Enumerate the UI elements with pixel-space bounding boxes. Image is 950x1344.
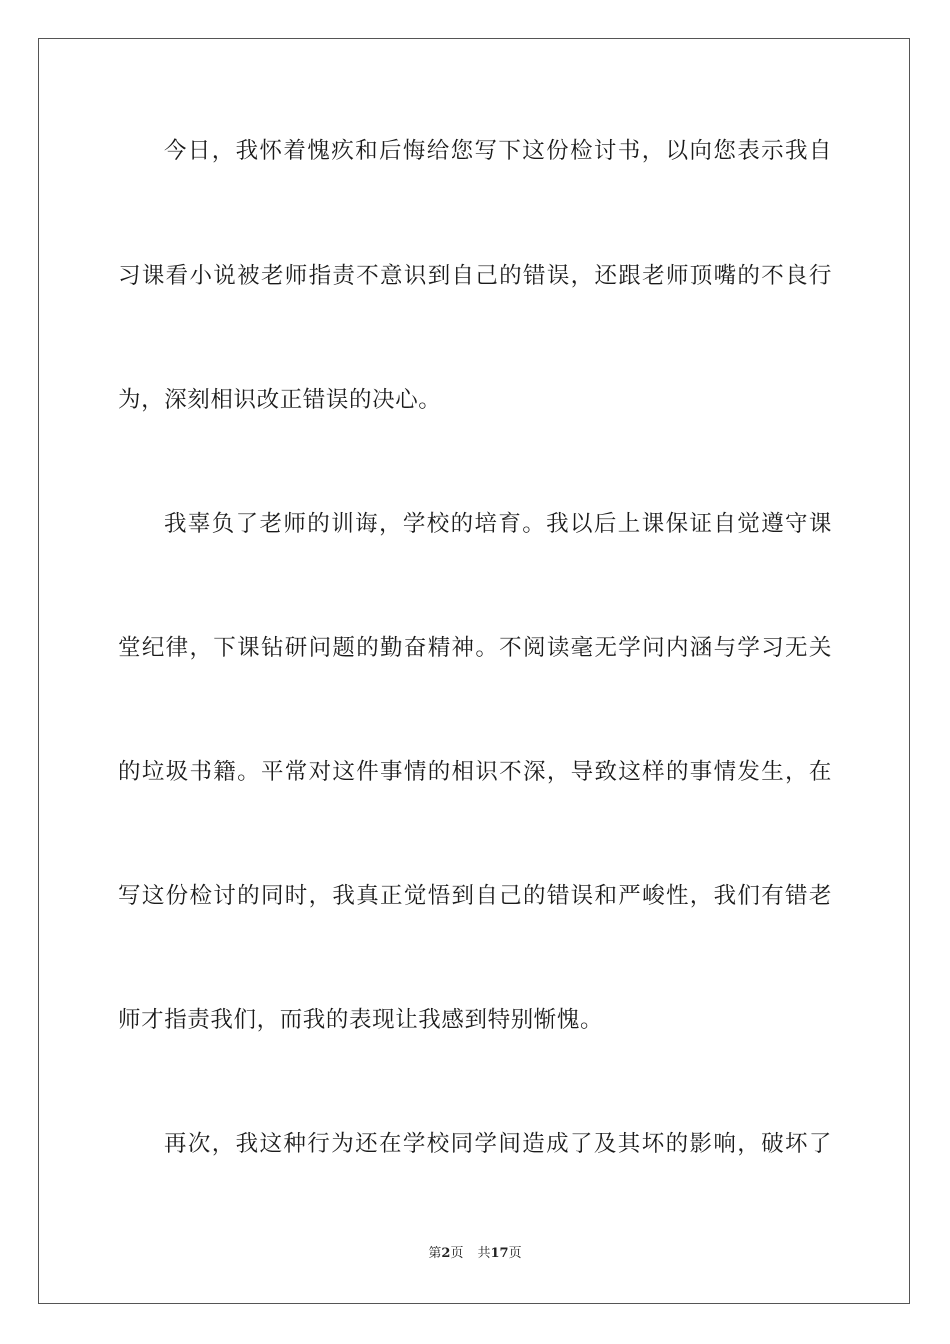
page-number: 2 bbox=[441, 1246, 451, 1261]
paragraph-line: 习课看小说被老师指责不意识到自己的错误，还跟老师顶嘴的不良行 bbox=[118, 263, 832, 289]
paragraph-line: 为，深刻相识改正错误的决心。 bbox=[118, 387, 442, 413]
paragraph-line: 师才指责我们，而我的表现让我感到特别惭愧。 bbox=[118, 1007, 604, 1033]
paragraph-line: 堂纪律，下课钻研问题的勤奋精神。不阅读毫无学问内涵与学习无关 bbox=[118, 635, 832, 661]
total-prefix: 共 bbox=[477, 1246, 491, 1261]
page-prefix: 第 bbox=[428, 1246, 442, 1261]
total-pages: 17 bbox=[490, 1246, 509, 1261]
paragraph-line: 今日，我怀着愧疚和后悔给您写下这份检讨书，以向您表示我自 bbox=[164, 138, 832, 164]
page-border bbox=[38, 38, 910, 1304]
page-suffix: 页 bbox=[450, 1246, 464, 1261]
paragraph-line: 我辜负了老师的训诲，学校的培育。我以后上课保证自觉遵守课 bbox=[164, 511, 832, 537]
paragraph-line: 的垃圾书籍。平常对这件事情的相识不深，导致这样的事情发生，在 bbox=[118, 759, 832, 785]
page-footer bbox=[0, 1245, 950, 1263]
paragraph-line: 再次，我这种行为还在学校同学间造成了及其坏的影响，破坏了 bbox=[164, 1131, 832, 1157]
paragraph-line: 写这份检讨的同时，我真正觉悟到自己的错误和严峻性，我们有错老 bbox=[118, 883, 832, 909]
total-suffix: 页 bbox=[508, 1246, 522, 1261]
